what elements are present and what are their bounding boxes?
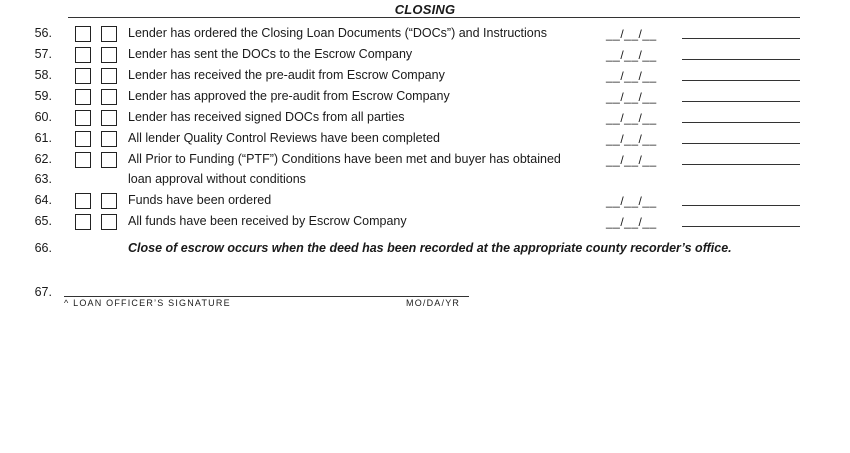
row-text: All Prior to Funding (“PTF”) Conditions have been met and buyer has obtained [128,152,561,166]
section-title: CLOSING [394,2,456,17]
row-number: 63. [34,172,52,186]
checkbox-a[interactable] [75,152,91,168]
checkbox-b[interactable] [101,68,117,84]
row-text: loan approval without conditions [128,172,306,186]
checkbox-b[interactable] [101,26,117,42]
signature-label: ^ LOAN OFFICER’S SIGNATURE [64,298,231,308]
row-text: Lender has approved the pre-audit from Escrow Company [128,89,450,103]
checkbox-a[interactable] [75,68,91,84]
row-number: 56. [34,26,52,40]
initials-line[interactable] [682,205,800,206]
checkbox-a[interactable] [75,193,91,209]
row-text: Lender has received the pre-audit from Escrow Company [128,68,445,82]
row-number: 59. [34,89,52,103]
row-number: 67. [34,285,52,299]
row-text: Lender has received signed DOCs from all parties [128,110,405,124]
date-field[interactable]: __/__/__ [606,90,657,104]
checkbox-a[interactable] [75,110,91,126]
initials-line[interactable] [682,143,800,144]
checkbox-b[interactable] [101,89,117,105]
initials-line[interactable] [682,122,800,123]
checkbox-a[interactable] [75,214,91,230]
date-field[interactable]: __/__/__ [606,27,657,41]
date-field[interactable]: __/__/__ [606,194,657,208]
row-text: Lender has sent the DOCs to the Escrow Company [128,47,413,61]
signature-line[interactable] [64,296,469,297]
date-field[interactable]: __/__/__ [606,132,657,146]
date-field[interactable]: __/__/__ [606,48,657,62]
initials-line[interactable] [682,101,800,102]
date-field[interactable]: __/__/__ [606,153,657,167]
row-number: 65. [34,214,52,228]
checkbox-a[interactable] [75,26,91,42]
signature-date-label: MO/DA/YR [406,298,461,308]
row-text: All funds have been received by Escrow Company [128,214,407,228]
closing-note: Close of escrow occurs when the deed has been recorded at the appropriate county recorder’s office. [128,241,732,255]
checkbox-a[interactable] [75,47,91,63]
date-field[interactable]: __/__/__ [606,69,657,83]
row-number: 62. [34,152,52,166]
checkbox-b[interactable] [101,47,117,63]
checkbox-b[interactable] [101,110,117,126]
row-number: 58. [34,68,52,82]
checkbox-a[interactable] [75,131,91,147]
row-number: 60. [34,110,52,124]
initials-line[interactable] [682,59,800,60]
initials-line[interactable] [682,164,800,165]
row-number: 64. [34,193,52,207]
checkbox-b[interactable] [101,214,117,230]
initials-line[interactable] [682,226,800,227]
title-rule [68,17,800,18]
row-text: Lender has ordered the Closing Loan Documents (“DOCs”) and Instructions [128,26,547,40]
date-field[interactable]: __/__/__ [606,215,657,229]
row-text: Funds have been ordered [128,193,272,207]
initials-line[interactable] [682,80,800,81]
checkbox-b[interactable] [101,193,117,209]
row-number: 61. [34,131,52,145]
date-field[interactable]: __/__/__ [606,111,657,125]
initials-line[interactable] [682,38,800,39]
checkbox-b[interactable] [101,131,117,147]
row-number: 57. [34,47,52,61]
checkbox-b[interactable] [101,152,117,168]
row-number: 66. [34,241,52,255]
row-text: All lender Quality Control Reviews have been completed [128,131,440,145]
checkbox-a[interactable] [75,89,91,105]
